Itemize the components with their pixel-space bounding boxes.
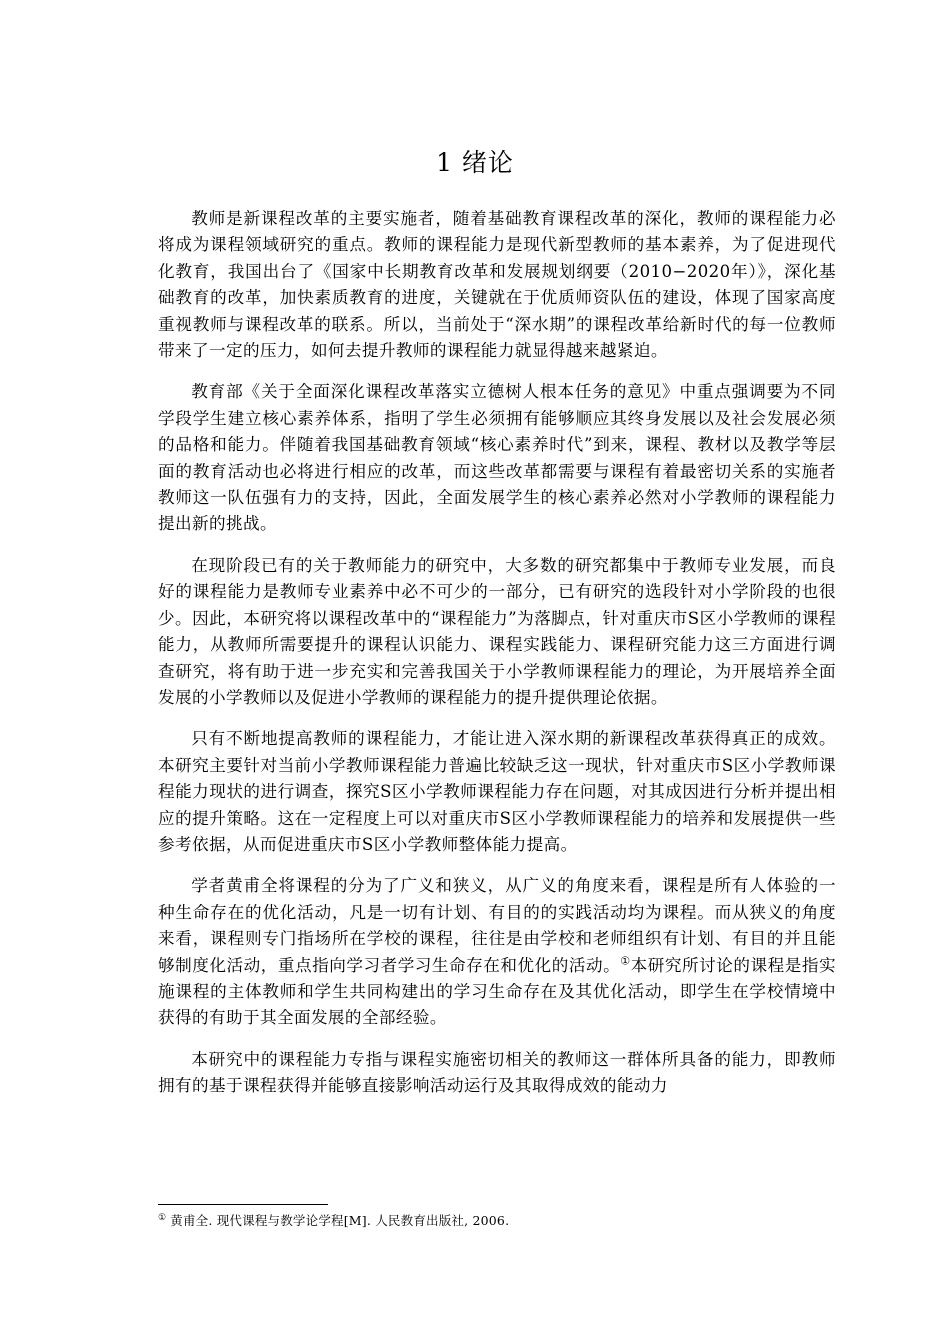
paragraph-1: 教师是新课程改革的主要实施者，随着基础教育课程改革的深化，教师的课程能力必将成为课程领域研究的重点。教师的课程能力是现代新型教师的基本素养，为了促进现代化教育，我国出台了《国家中长期教育改革和发展规划纲要（2010−2020年）》，深化基础教育的改革，加快素质教育的进度，关键就在于优质师资队伍的建设，体现了国家高度重视教师与课程改革的联系。所以，当前处于“深水期”的课程改革给新时代的每一位教师带来了一定的压力，如何去提升教师的课程能力就显得越来越紧迫。 [158,209,836,361]
paragraph-3: 在现阶段已有的关于教师能力的研究中，大多数的研究都集中于教师专业发展，而良好的课程能力是教师专业素养中必不可少的一部分，已有研究的选段针对小学阶段的也很少。因此，本研究将以课程改革中的“课程能力”为落脚点，针对重庆市S区小学教师的课程能力，从教师所需要提升的课程认识能力、课程实践能力、课程研究能力这三方面进行调查研究，将有助于进一步充实和完善我国关于小学教师课程能力的理论，为开展培养全面发展的小学教师以及促进小学教师的课程能力的提升提供理论依据。 [158,555,836,707]
footnote-separator [158,1204,328,1205]
footnote [158,1212,836,1230]
footnote-marker: ① [158,1212,167,1223]
paragraph-6: 本研究中的课程能力专指与课程实施密切相关的教师这一群体所具备的能力，即教师拥有的基于课程获得并能够直接影响活动运行及其取得成效的能动力 [158,1049,836,1096]
document-body [158,206,836,1115]
paragraph-5-text-after: 本研究所讨论的课程是指实施课程的主体教师和学生共同构建出的学习生命存在及其优化活动，即学生在学校情境中获得的有助于其全面发展的全部经验。 [158,955,836,1028]
chapter-title: 1 绪论 [436,148,514,177]
footnote-text: 黄甫全. 现代课程与教学论学程[M]. 人民教育出版社, 2006. [170,1213,510,1228]
footnote-reference[interactable]: ① [620,954,631,968]
paragraph-5-text-before: 学者黄甫全将课程的分为了广义和狭义，从广义的角度来看，课程是所有人体验的一种生命存在的优化活动，凡是一切有计划、有目的的实践活动均为课程。而从狭义的角度来看，课程则专门指场所在学校的课程，往往是由学校和老师组织有计划、有目的并且能够制度化活动，重点指向学习者学习生命存在和优化的活动。 [158,876,836,975]
paragraph-5 [158,873,836,1031]
paragraph-4: 只有不断地提高教师的课程能力，才能让进入深水期的新课程改革获得真正的成效。本研究主要针对当前小学教师课程能力普遍比较缺乏这一现状，针对重庆市S区小学教师课程能力现状的进行调查，探究S区小学教师课程能力存在问题，对其成因进行分析并提出相应的提升策略。这在一定程度上可以对重庆市S区小学教师课程能力的培养和发展提供一些参考依据，从而促进重庆市S区小学教师整体能力提高。 [158,729,836,854]
paragraph-2: 教育部《关于全面深化课程改革落实立德树人根本任务的意见》中重点强调要为不同学段学生建立核心素养体系，指明了学生必须拥有能够顺应其终身发展以及社会发展必须的品格和能力。伴随着我国基础教育领域“核心素养时代”到来，课程、教材以及教学等层面的教育活动也必将进行相应的改革，而这些改革都需要与课程有着最密切关系的实施者教师这一队伍强有力的支持，因此，全面发展学生的核心素养必然对小学教师的课程能力提出新的挑战。 [158,382,836,534]
